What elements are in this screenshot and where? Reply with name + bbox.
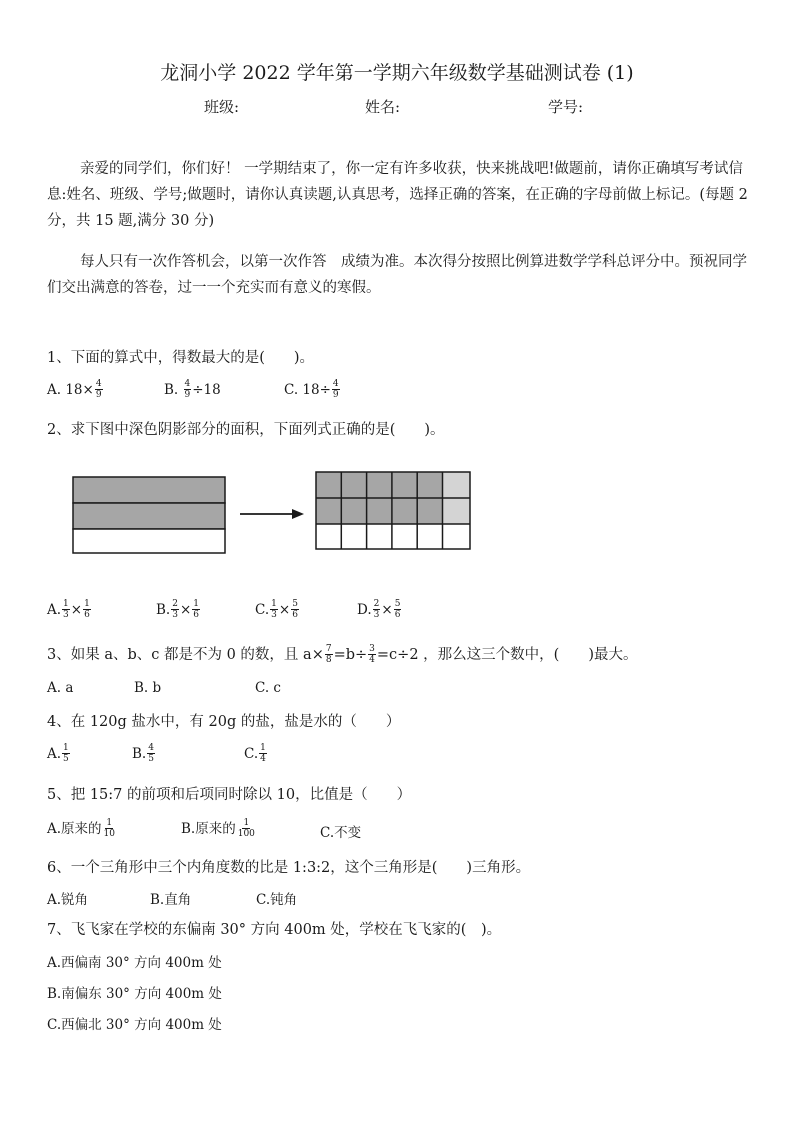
intro-paragraph-2: 每人只有一次作答机会，以第一次作答 成绩为准。本次得分按照比例算进数学学科总评分中。预祝同学们交出满意的答卷，过一一个充实而有意义的寒假。 — [47, 254, 747, 296]
q2-option-a[interactable]: A. $\frac{1}{3}$ × $\frac{1}{6}$ — [47, 599, 90, 620]
fraction: $\frac{4}{9}$ — [332, 379, 339, 400]
q3-option-a[interactable]: A. a — [47, 680, 74, 696]
q6-option-a[interactable]: A.锐角 — [47, 892, 89, 908]
q1-option-a[interactable]: A. 18× $\frac{4}{9}$ — [47, 379, 102, 400]
fraction: $\frac{2}{3}$ — [172, 599, 178, 620]
fraction: $\frac{3}{4}$ — [369, 643, 375, 665]
q7-option-c[interactable]: C.西偏北 30° 方向 400m 处 — [47, 1017, 222, 1033]
fraction: $\frac{4}{9}$ — [184, 379, 191, 400]
q4-option-a[interactable]: A. $\frac{1}{5}$ — [47, 743, 69, 764]
question-1-stem: 1、下面的算式中，得数最大的是( )。 — [47, 350, 315, 366]
question-7-stem: 7、飞飞家在学校的东偏南 30° 方向 400m 处，学校在飞飞家的( )。 — [47, 922, 502, 938]
question-6-stem: 6、一个三角形中三个内角度数的比是 1:3:2，这个三角形是( )三角形。 — [47, 860, 531, 876]
grid-cells — [316, 472, 470, 549]
q2-option-c[interactable]: C. $\frac{1}{3}$ × $\frac{5}{6}$ — [255, 599, 298, 620]
grid-figure — [314, 470, 474, 552]
q5-option-a[interactable]: A.原来的 $\frac{1}{10}$ — [47, 818, 115, 839]
intro-paragraph-1: 亲爱的同学们，你们好！ 一学期结束了，你一定有许多收获，快来挑战吧!做题前，请你正确填写考试信息:姓名、班级、学号;做题时，请你认真读题,认真思考，选择正确的答案，在正确的字母前做上标记。(每题 2 分，共 15 题,满分 30 分) — [47, 161, 748, 229]
page-title: 龙洞小学 2022 学年第一学期六年级数学基础测试卷 (1) — [160, 62, 634, 84]
shaded-rectangle-figure — [72, 470, 242, 556]
fraction: $\frac{7}{8}$ — [325, 643, 332, 665]
fraction: $\frac{1}{100}$ — [237, 818, 255, 839]
fraction: $\frac{4}{5}$ — [148, 743, 154, 764]
question-3-stem: 3、如果 a、b、c 都是不为 0 的数，且 a× $\frac{7}{8}$ =b÷ $\frac{3}{4}$ =c÷2 ，那么这三个数中，( )最大。 — [47, 643, 638, 665]
fraction: $\frac{1}{3}$ — [63, 599, 69, 620]
q2-option-d[interactable]: D. $\frac{2}{3}$ × $\frac{5}{6}$ — [357, 599, 401, 620]
question-2-stem: 2、求下图中深色阴影部分的面积，下面列式正确的是( )。 — [47, 422, 445, 438]
blank-strip-bottom — [73, 529, 225, 553]
question-4-stem: 4、在 120g 盐水中，有 20g 的盐，盐是水的（ ） — [47, 714, 401, 730]
q4-option-b[interactable]: B. $\frac{4}{5}$ — [132, 743, 154, 764]
q7-option-a[interactable]: A.西偏南 30° 方向 400m 处 — [47, 955, 222, 971]
q3-option-b[interactable]: B. b — [134, 680, 162, 696]
q6-option-b[interactable]: B.直角 — [150, 892, 192, 908]
name-label: 姓名: — [365, 98, 401, 116]
shaded-strip-middle — [73, 503, 225, 529]
q6-option-c[interactable]: C.钝角 — [256, 892, 298, 908]
shaded-strip-top — [73, 477, 225, 503]
fraction: $\frac{1}{4}$ — [260, 743, 266, 764]
fraction: $\frac{4}{9}$ — [95, 379, 102, 400]
fraction: $\frac{1}{3}$ — [271, 599, 277, 620]
fraction: $\frac{1}{6}$ — [84, 599, 90, 620]
q4-option-c[interactable]: C. $\frac{1}{4}$ — [244, 743, 266, 764]
q3-option-c[interactable]: C. c — [255, 680, 281, 696]
q1-option-b[interactable]: B. $\frac{4}{9}$ ÷18 — [164, 379, 221, 400]
student-number-label: 学号: — [548, 98, 584, 116]
fraction: $\frac{2}{3}$ — [373, 599, 380, 620]
q1-option-c[interactable]: C. 18÷ $\frac{4}{9}$ — [284, 379, 339, 400]
fraction: $\frac{1}{6}$ — [193, 599, 199, 620]
fraction: $\frac{1}{5}$ — [63, 743, 69, 764]
q2-option-b[interactable]: B. $\frac{2}{3}$ × $\frac{1}{6}$ — [156, 599, 199, 620]
fraction: $\frac{1}{10}$ — [103, 818, 115, 839]
right-arrow-icon — [238, 506, 306, 522]
fraction: $\frac{5}{6}$ — [394, 599, 401, 620]
q5-option-b[interactable]: B.原来的 $\frac{1}{100}$ — [181, 818, 255, 839]
q7-option-b[interactable]: B.南偏东 30° 方向 400m 处 — [47, 986, 222, 1002]
question-5-stem: 5、把 15:7 的前项和后项同时除以 10，比值是（ ） — [47, 787, 412, 803]
class-label: 班级: — [204, 98, 240, 116]
q5-option-c[interactable]: C.不变 — [320, 825, 362, 841]
fraction: $\frac{5}{6}$ — [292, 599, 298, 620]
